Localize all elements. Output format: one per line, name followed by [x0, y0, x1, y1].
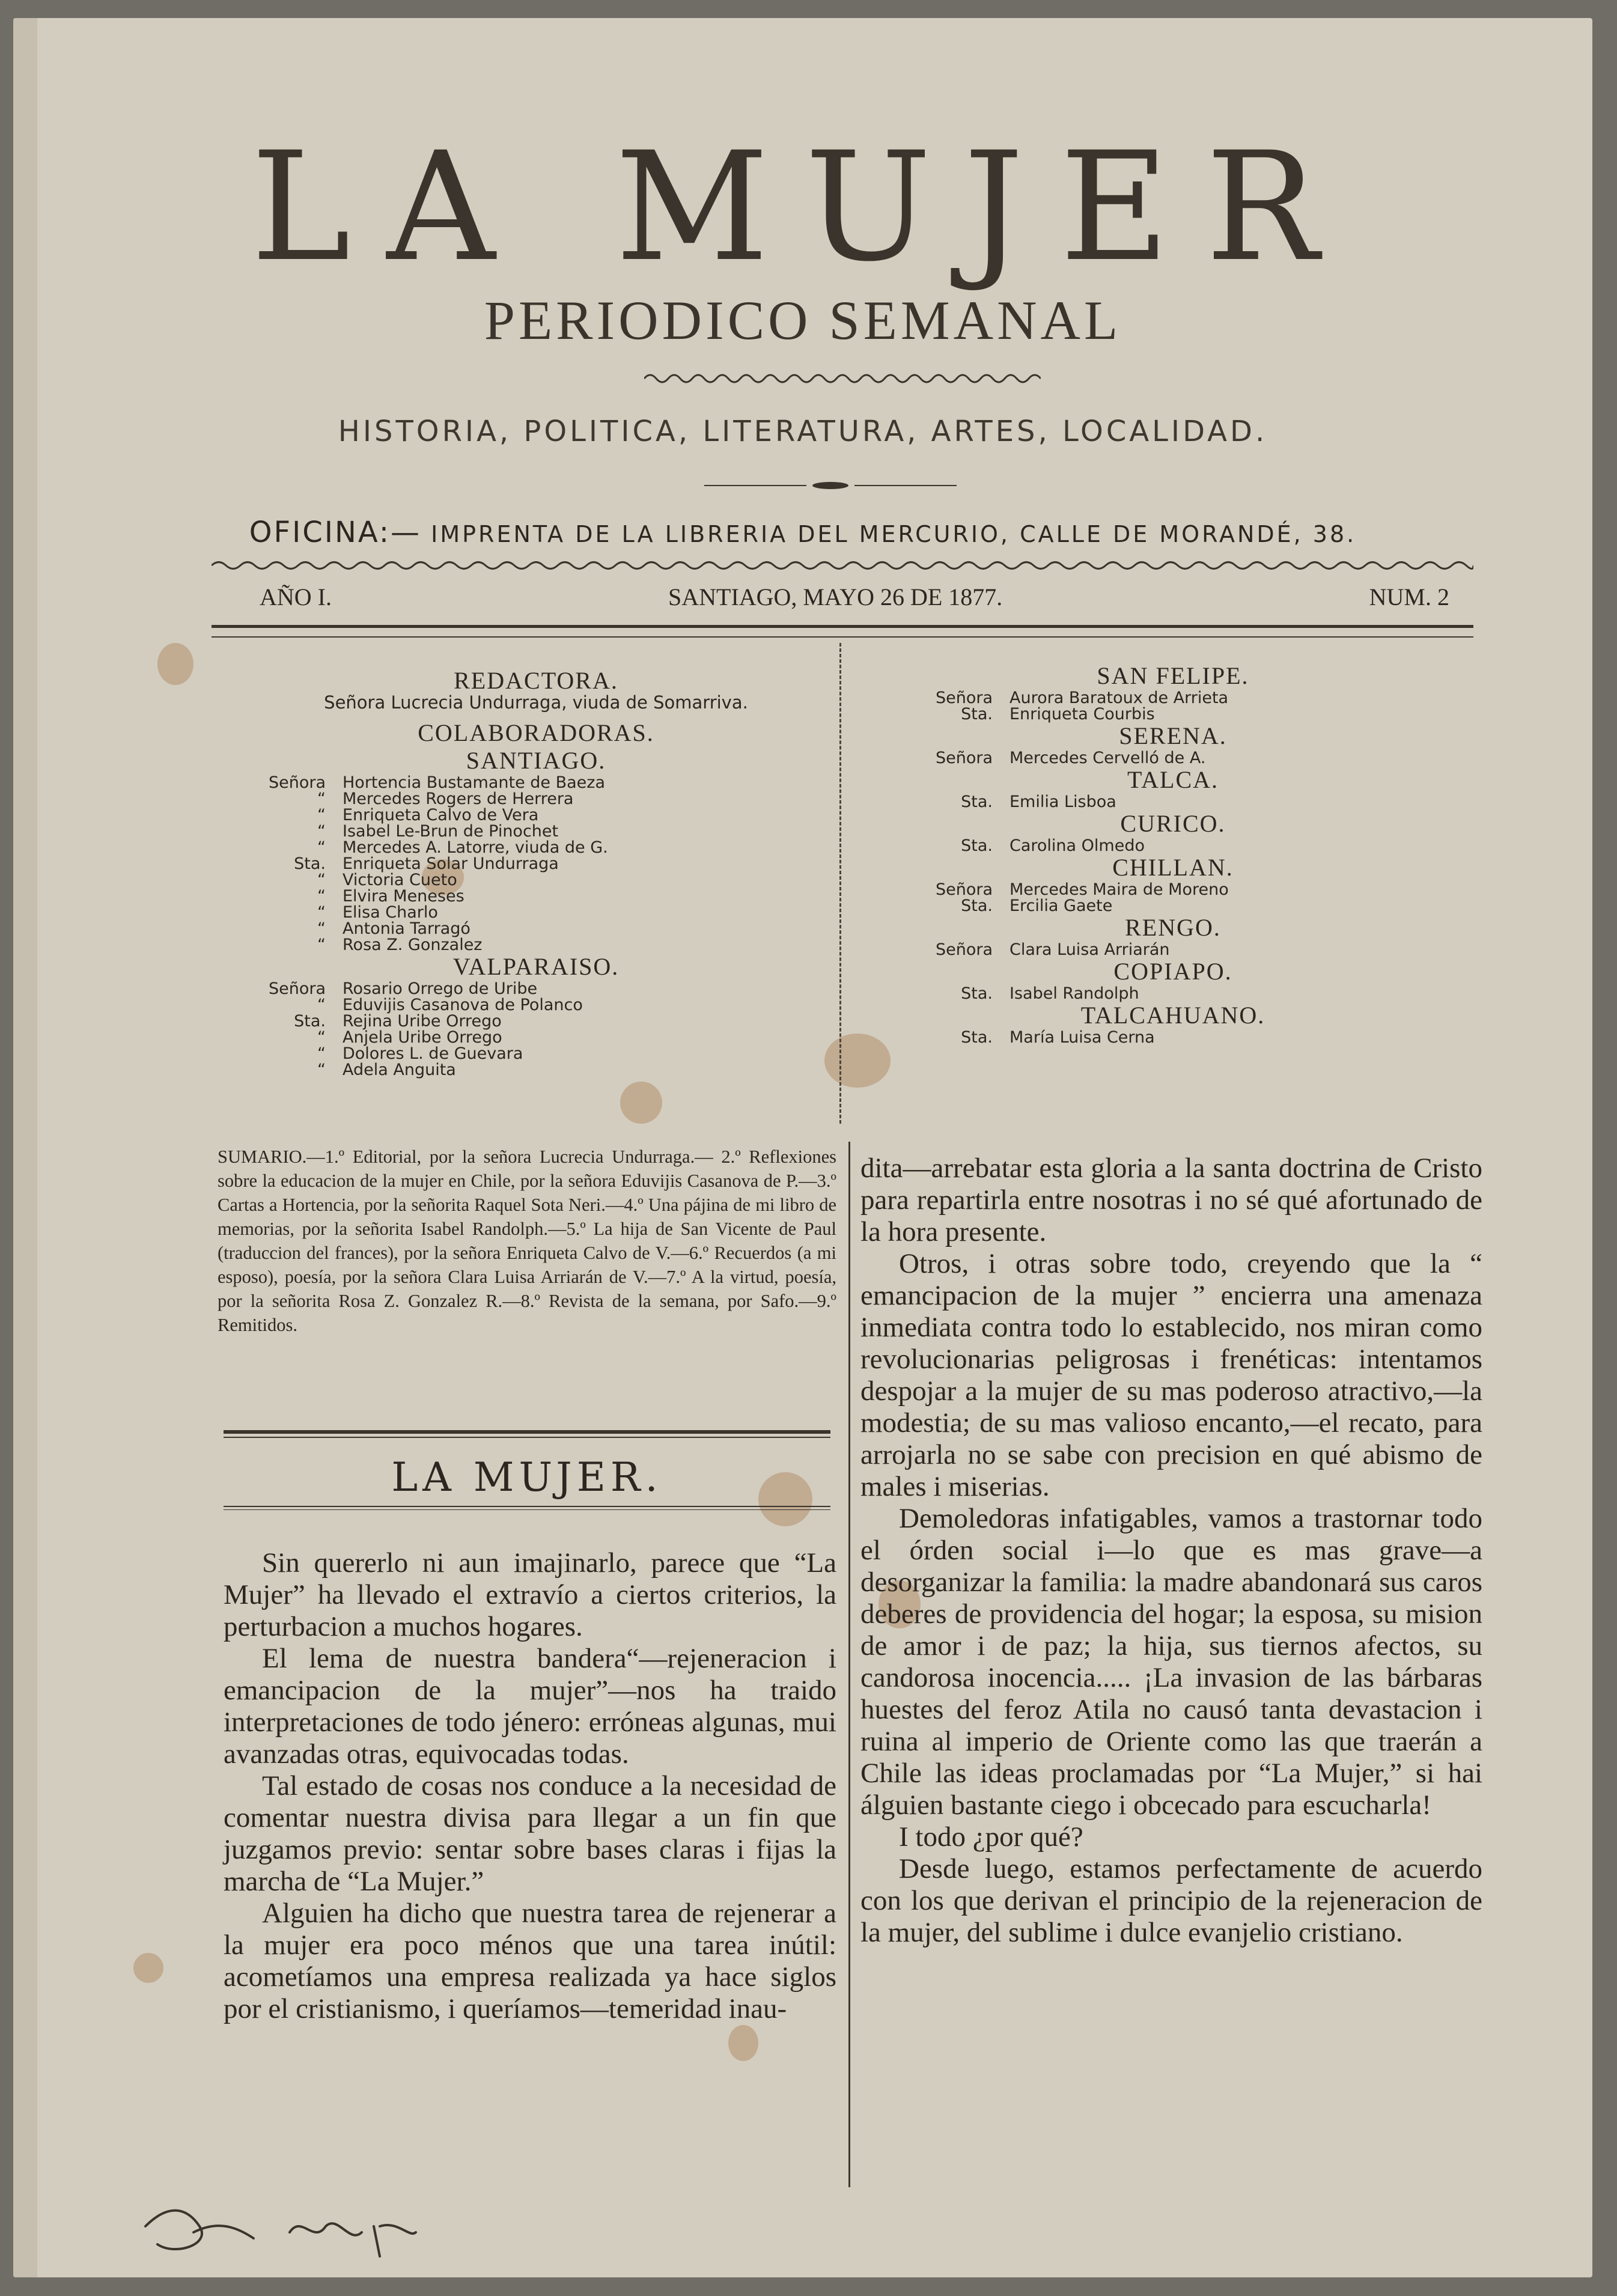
article-paragraph: Otros, i otras sobre todo, creyendo que la “ emancipacion de la mujer ” encierra una amenaza inmediata contra todo lo establecido, nos miran como revolucionarias peligrosas i frenéticas: intentamos despojar a la mujer de su mas poderoso atractivo,—la modestia; de su mas valioso encanto,—el recato, para arrojarla no se sabe con precision en qué abismo de males i miserias. [860, 1248, 1482, 1502]
collaborator-title: “ [317, 887, 326, 906]
collaborator-title: “ [317, 1044, 326, 1063]
collaborator-entry [933, 690, 1413, 706]
collaborator-title: “ [317, 790, 326, 808]
collaborator-name: Ercilia Gaete [1009, 897, 1113, 915]
collaborator-name: Elisa Charlo [343, 903, 438, 922]
collaborator-title: Señora [935, 880, 993, 899]
article-paragraph: Desde luego, estamos perfectamente de acuerdo con los que derivan el principio de la rejeneracion de la mujer, del sublime i dulce evanjelio cristiano. [860, 1853, 1482, 1948]
collaborator-entry [266, 981, 806, 997]
collaborator-title: Sta. [961, 836, 993, 855]
staff-right-groups [933, 662, 1413, 1046]
collaborator-title: Sta. [294, 854, 326, 873]
collaborator-entry [266, 1062, 806, 1078]
collaborator-entry [266, 921, 806, 937]
collaborator-title: “ [317, 919, 326, 938]
city-heading: TALCAHUANO. [1080, 1002, 1265, 1029]
article-paragraph: Sin quererlo ni aun imajinarlo, parece que “La Mujer” ha llevado el extravío a ciertos criterios, la perturbacion a muchos hogares. [224, 1547, 836, 1642]
collaborator-title: “ [317, 936, 326, 954]
collaborator-name: María Luisa Cerna [1009, 1028, 1155, 1047]
article-title: LA MUJER. [391, 1454, 663, 1500]
collaborator-title: Sta. [961, 705, 993, 723]
article-rule-bottom [224, 1506, 830, 1510]
city-heading: SAN FELIPE. [1097, 662, 1249, 689]
collaborator-name: Anjela Uribe Orrego [343, 1028, 502, 1047]
collaborator-name: Isabel Le-Brun de Pinochet [343, 822, 559, 841]
article-rule-top [224, 1430, 830, 1438]
collaborator-entry [266, 997, 806, 1013]
handwritten-signature [133, 2190, 470, 2268]
collaborator-entry [266, 839, 806, 856]
collaborator-entry [933, 882, 1413, 898]
collaborator-name: Mercedes Cervelló de A. [1009, 749, 1206, 767]
issue-number: NUM. 2 [1369, 583, 1449, 611]
collaborator-title: “ [317, 871, 326, 889]
collaborator-name: Adela Anguita [343, 1061, 456, 1079]
collaborator-title: “ [317, 1061, 326, 1079]
editor-name: Señora Lucrecia Undurraga, viuda de Somarriva. [324, 692, 748, 713]
collaborator-title: Sta. [961, 1028, 993, 1047]
collaborator-name: Carolina Olmedo [1009, 836, 1145, 855]
stain [157, 643, 193, 685]
issue-date: SANTIAGO, MAYO 26 DE 1877. [668, 583, 1003, 611]
collaborator-entry [933, 898, 1413, 914]
collaborator-name: Elvira Meneses [343, 887, 464, 906]
newspaper-page [13, 18, 1592, 2277]
city-heading: RENGO. [1125, 914, 1221, 941]
collaborator-entry [266, 872, 806, 888]
collaborator-entry [266, 888, 806, 904]
summary: SUMARIO.—1.º Editorial, por la señora Lucrecia Undurraga.— 2.º Reflexiones sobre la educacion de la mujer en Chile, por la señora Eduvijis Casanova de P.—3.º Cartas a Hortencia, por la señorita Raquel Sota Neri.—4.º Una pájina de mi libro de memorias, por la señorita Isabel Randolph.—5.º La hija de San Vicente de Paul (traduccion del frances), por la señora Enriqueta Calvo de V.—6.º Recuerdos (a mi esposo), poesía, por la señora Clara Luisa Arriarán de V.—7.º A la virtud, poesía, por la señorita Rosa Z. Gonzalez R.—8.º Revista de la semana, por Safo.—9.º Remitidos. [218, 1146, 836, 1335]
collaborator-entry [266, 823, 806, 839]
collaborator-title: “ [317, 838, 326, 857]
masthead-topics: HISTORIA, POLITICA, LITERATURA, ARTES, LOCALIDAD. [338, 415, 1268, 448]
collaborator-entry [266, 904, 806, 921]
collaborator-title: Sta. [294, 1012, 326, 1031]
collaborator-title: Señora [268, 979, 326, 998]
article-continuation: dita—arrebatar esta gloria a la santa doctrina de Cristo para repartirla entre nosotras i no sé qué afortunado de la hora presente. [860, 1153, 1482, 1247]
collaborator-entry [266, 791, 806, 807]
collaborator-title: Sta. [961, 897, 993, 915]
office-line [13, 516, 1592, 549]
collaborator-entry [933, 794, 1413, 810]
collaborator-entry [266, 1046, 806, 1062]
collaborator-name: Hortencia Bustamante de Baeza [343, 773, 606, 792]
collaborator-entry [266, 937, 806, 953]
stain [728, 2025, 758, 2061]
wavy-rule [212, 558, 1473, 573]
collaborator-title: Sta. [961, 984, 993, 1003]
collaborators-heading: COLABORADORAS. [418, 719, 654, 746]
staff-left-groups [266, 747, 806, 1078]
collaborator-entry [266, 807, 806, 823]
city-heading: VALPARAISO. [452, 953, 620, 980]
collaborator-name: Clara Luisa Arriarán [1009, 940, 1170, 959]
issue-year: AÑO I. [260, 583, 332, 611]
collaborator-entry [266, 1013, 806, 1029]
staff-left-block [266, 667, 806, 1078]
collaborator-name: Mercedes A. Latorre, viuda de G. [343, 838, 608, 857]
collaborator-title: “ [317, 822, 326, 841]
city-heading: SANTIAGO. [466, 747, 606, 774]
collaborator-title: “ [317, 903, 326, 922]
divider-ornament [704, 480, 957, 492]
stain [620, 1082, 662, 1124]
stain [133, 1953, 163, 1983]
collaborator-name: Enriqueta Solar Undurraga [343, 854, 559, 873]
collaborator-name: Aurora Baratoux de Arrieta [1009, 689, 1229, 707]
collaborator-name: Rosario Orrego de Uribe [343, 979, 538, 998]
collaborator-title: “ [317, 806, 326, 824]
collaborator-title: “ [317, 996, 326, 1014]
collaborator-entry [933, 942, 1413, 958]
collaborator-title: “ [317, 1028, 326, 1047]
masthead-subtitle: PERIODICO SEMANAL [484, 290, 1122, 351]
collaborator-entry [933, 750, 1413, 766]
city-heading: SERENA. [1119, 722, 1227, 749]
city-heading: COPIAPO. [1113, 958, 1232, 985]
article-paragraph: Demoledoras infatigables, vamos a trastornar todo el órden social i—lo que es mas grave—a desorganizar la familia: la madre abandonará sus caros deberes de providencia del hogar; la esposa, su mision de amor i de paz; la hija, sus tiernos afectos, su candorosa inocencia..... ¡La invasion de las bárbaras huestes del feroz Atila no causó tanta devastacion i ruina al imperio de Oriente como las que traerán a Chile las ideas proclamadas por “La Mujer,” si hai álguien bastante ciego i obcecado para escucharla! [860, 1503, 1482, 1821]
collaborator-name: Eduvijis Casanova de Polanco [343, 996, 583, 1014]
article-right-column [860, 1153, 1482, 1949]
article-left-column [224, 1547, 836, 2025]
article-paragraph: I todo ¿por qué? [899, 1821, 1083, 1853]
article-paragraph: El lema de nuestra bandera“—rejeneracion i emancipacion de la mujer”—nos ha traido interpretaciones de todo jénero: erróneas algunas, mui avanzadas otras, equivocadas todas. [224, 1643, 836, 1770]
collaborator-entry [266, 856, 806, 872]
collaborator-name: Victoria Cueto [343, 871, 457, 889]
city-heading: TALCA. [1127, 766, 1219, 793]
collaborator-name: Mercedes Maira de Moreno [1009, 880, 1229, 899]
collaborator-title: Señora [935, 749, 993, 767]
collaborator-name: Antonia Tarragó [343, 919, 470, 938]
collaborator-name: Rosa Z. Gonzalez [343, 936, 483, 954]
collaborator-title: Sta. [961, 793, 993, 811]
collaborator-title: Señora [268, 773, 326, 792]
collaborator-name: Mercedes Rogers de Herrera [343, 790, 574, 808]
collaborator-name: Enriqueta Calvo de Vera [343, 806, 539, 824]
collaborator-name: Dolores L. de Guevara [343, 1044, 523, 1063]
collaborator-entry [266, 775, 806, 791]
collaborator-entry [933, 706, 1413, 722]
collaborator-title: Señora [935, 940, 993, 959]
collaborator-entry [933, 1029, 1413, 1046]
city-heading: CHILLAN. [1112, 854, 1234, 881]
office-lead: OFICINA:— [249, 516, 422, 549]
editor-heading: REDACTORA. [454, 667, 618, 694]
collaborator-title: Señora [935, 689, 993, 707]
wavy-ornament [644, 371, 1041, 386]
collaborator-entry [933, 985, 1413, 1002]
stain [824, 1034, 891, 1088]
collaborator-name: Rejina Uribe Orrego [343, 1012, 502, 1031]
collaborator-entry [933, 838, 1413, 854]
collaborator-name: Isabel Randolph [1009, 984, 1139, 1003]
staff-divider [839, 643, 841, 1124]
collaborator-name: Emilia Lisboa [1009, 793, 1116, 811]
header-rule [212, 625, 1473, 638]
collaborator-entry [266, 1029, 806, 1046]
collaborator-name: Enriqueta Courbis [1009, 705, 1155, 723]
city-heading: CURICO. [1120, 810, 1226, 837]
article-paragraph: Tal estado de cosas nos conduce a la necesidad de comentar nuestra divisa para llegar a un fin que juzgamos previo: sentar sobre bases claras i fijas la marcha de “La Mujer.” [224, 1770, 836, 1897]
column-divider [848, 1142, 850, 2187]
masthead-title: LA MUJER [251, 120, 1355, 294]
staff-right-block [933, 662, 1413, 1046]
article-paragraph: Alguien ha dicho que nuestra tarea de rejenerar a la mujer era poco ménos que una tarea inútil: acometíamos una empresa realizada ya hace siglos por el cristianismo, i queríamos—temeridad inau- [224, 1898, 836, 2024]
office-address: IMPRENTA DE LA LIBRERIA DEL MERCURIO, CALLE DE MORANDÉ, 38. [431, 521, 1357, 547]
